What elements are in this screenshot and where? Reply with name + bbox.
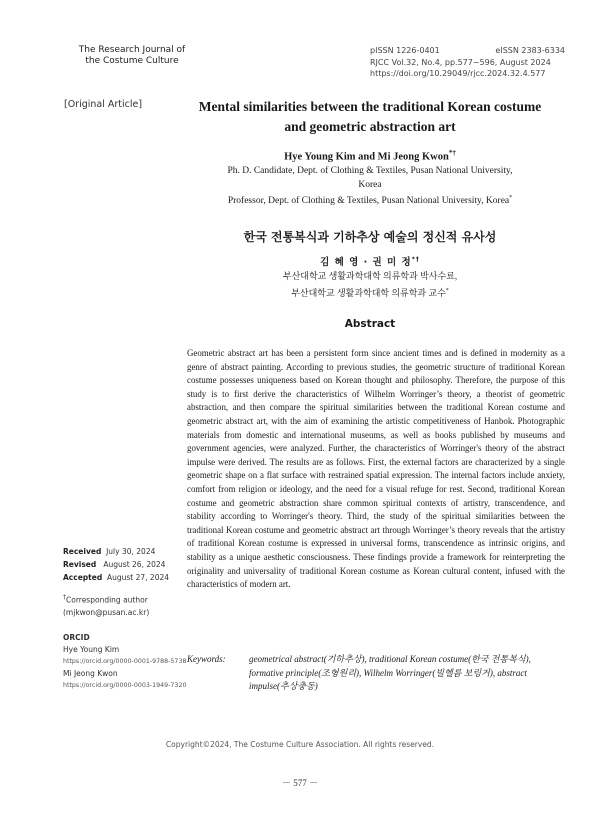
orcid-url-2[interactable]: https://orcid.org/0000-0003-1949-7320	[63, 682, 187, 689]
revised-label: Revised	[63, 560, 97, 569]
corresponding-mark: †	[63, 594, 66, 601]
accepted-date	[63, 571, 169, 584]
abstract-body: Geometric abstract art has been a persistent form since ancient times and is defined in modernity as a genre of abstract painting. According to previous studies, the geometric structure of traditional Korean costume possesses uniqueness based on Korean thought and philosophy. Therefore, the purpose of this study is to first derive the characteristics of Wilhelm Worringer’s theory, a theorist of geometric abstraction, and then compare the spiritual similarities between the traditional Korean costume and geometric abstract art, with the aim of examining the artistic competitiveness of Hanbok. Photographic materials from domestic and international museums, as well as books published by museums and government agencies, were analyzed. Further, the characteristics of Worringer's theory of the abstract impulse were derived. The results are as follows. First, the external factors are characterized by a single geometric shape on a flat surface with restrained spatial expression. The internal factors include anxiety, comfort from religion or ideology, and the need for a visual refuge for rest. Second, traditional Korean costume and geometric abstraction share common spiritual contexts of artistry, transcendence, and stability according to Worringer's theory. Third, the study of the spiritual similarities between the traditional Korean costume and geometric abstract art through Worringer’s theory reveals that the artistry of traditional Korean costume is expressed in universal forms, transcendence as intrinsic origins, and stability as a unique aesthetic consciousness. These findings provide a framework for reinterpreting the originality and universality of traditional Korean costume as Korean cultural content, infused with the characteristics of modern art.	[187, 348, 565, 590]
journal-name-line2: the Costume Culture	[85, 56, 179, 66]
korean-affiliation-2-mark: *	[445, 288, 449, 294]
affiliations	[180, 165, 560, 209]
orcid-heading: ORCID	[63, 633, 90, 642]
article-type: [Original Article]	[64, 99, 143, 110]
orcid-url-1[interactable]: https://orcid.org/0000-0001-9788-5738	[63, 658, 187, 665]
affiliation-2-mark: *	[509, 195, 513, 201]
issn-block	[370, 45, 565, 80]
affiliation-2-text: Professor, Dept. of Clothing & Textiles, Pusan National University, Korea	[227, 196, 510, 207]
received-label: Received	[63, 547, 102, 556]
title-line1: Mental similarities between the traditional Korean costume	[198, 99, 542, 114]
corresponding-email[interactable]: (mjkwon@pusan.ac.kr)	[63, 607, 150, 617]
affiliation-1-line2: Korea	[358, 179, 382, 190]
author-names: Hye Young Kim and Mi Jeong Kwon	[284, 151, 449, 163]
copyright-notice: Copyright©2024, The Costume Culture Association. All rights reserved.	[165, 740, 435, 749]
article-dates	[63, 545, 169, 584]
received-value: July 30, 2024	[106, 547, 156, 556]
revised-date	[63, 558, 169, 571]
korean-authors	[180, 254, 560, 268]
title-line2: and geometric abstraction art	[284, 119, 456, 134]
corresponding-author	[63, 592, 149, 619]
keywords-label: Keywords:	[187, 654, 226, 664]
page-number: － 577 －	[281, 778, 318, 788]
orcid-name-2: Mi Jeong Kwon	[63, 669, 118, 678]
korean-affiliation-2	[180, 284, 560, 301]
korean-affiliation-1: 부산대학교 생활과학대학 의류학과 박사수료,	[282, 271, 458, 281]
orcid-block	[63, 632, 186, 692]
keywords-list: geometrical abstract(기하추상), traditional Korean costume(한국 전통복식), formative principle(조형원리), Wilhelm Worringer(빌헬름 보링거), abstract impulse(추상충동)	[249, 654, 531, 692]
revised-value: August 26, 2024	[103, 560, 166, 569]
orcid-name-1: Hye Young Kim	[63, 645, 120, 654]
author-mark: *†	[448, 149, 456, 157]
authors	[180, 149, 560, 163]
affiliation-2	[180, 192, 560, 209]
journal-name-line1: The Research Journal of	[78, 45, 186, 55]
paper-title	[180, 97, 560, 137]
eissn: eISSN 2383-6334	[495, 46, 565, 55]
korean-author-names: 김 혜 영 · 권 미 정	[320, 257, 412, 268]
keywords	[187, 653, 565, 694]
received-date	[63, 545, 169, 558]
accepted-label: Accepted	[63, 573, 103, 582]
affiliation-1-line1: Ph. D. Candidate, Dept. of Clothing & Textiles, Pusan National University,	[227, 166, 513, 176]
doi-link[interactable]: https://doi.org/10.29049/rjcc.2024.32.4.577	[370, 69, 546, 78]
journal-name	[62, 45, 202, 67]
corresponding-label: Corresponding author	[66, 595, 148, 605]
citation: RJCC Vol.32, No.4, pp.577~596, August 2024	[370, 57, 551, 67]
korean-author-mark: *†	[411, 255, 420, 263]
abstract-heading: Abstract	[344, 318, 396, 330]
pissn: pISSN 1226-0401	[370, 46, 440, 55]
korean-affiliation-2-text: 부산대학교 생활과학대학 의류학과 교수	[291, 288, 446, 298]
corresponding-author-line	[63, 592, 149, 607]
accepted-value: August 27, 2024	[106, 573, 170, 582]
korean-title: 한국 전통복식과 기하추상 예술의 정신적 유사성	[243, 230, 497, 244]
korean-affiliations	[180, 269, 560, 301]
